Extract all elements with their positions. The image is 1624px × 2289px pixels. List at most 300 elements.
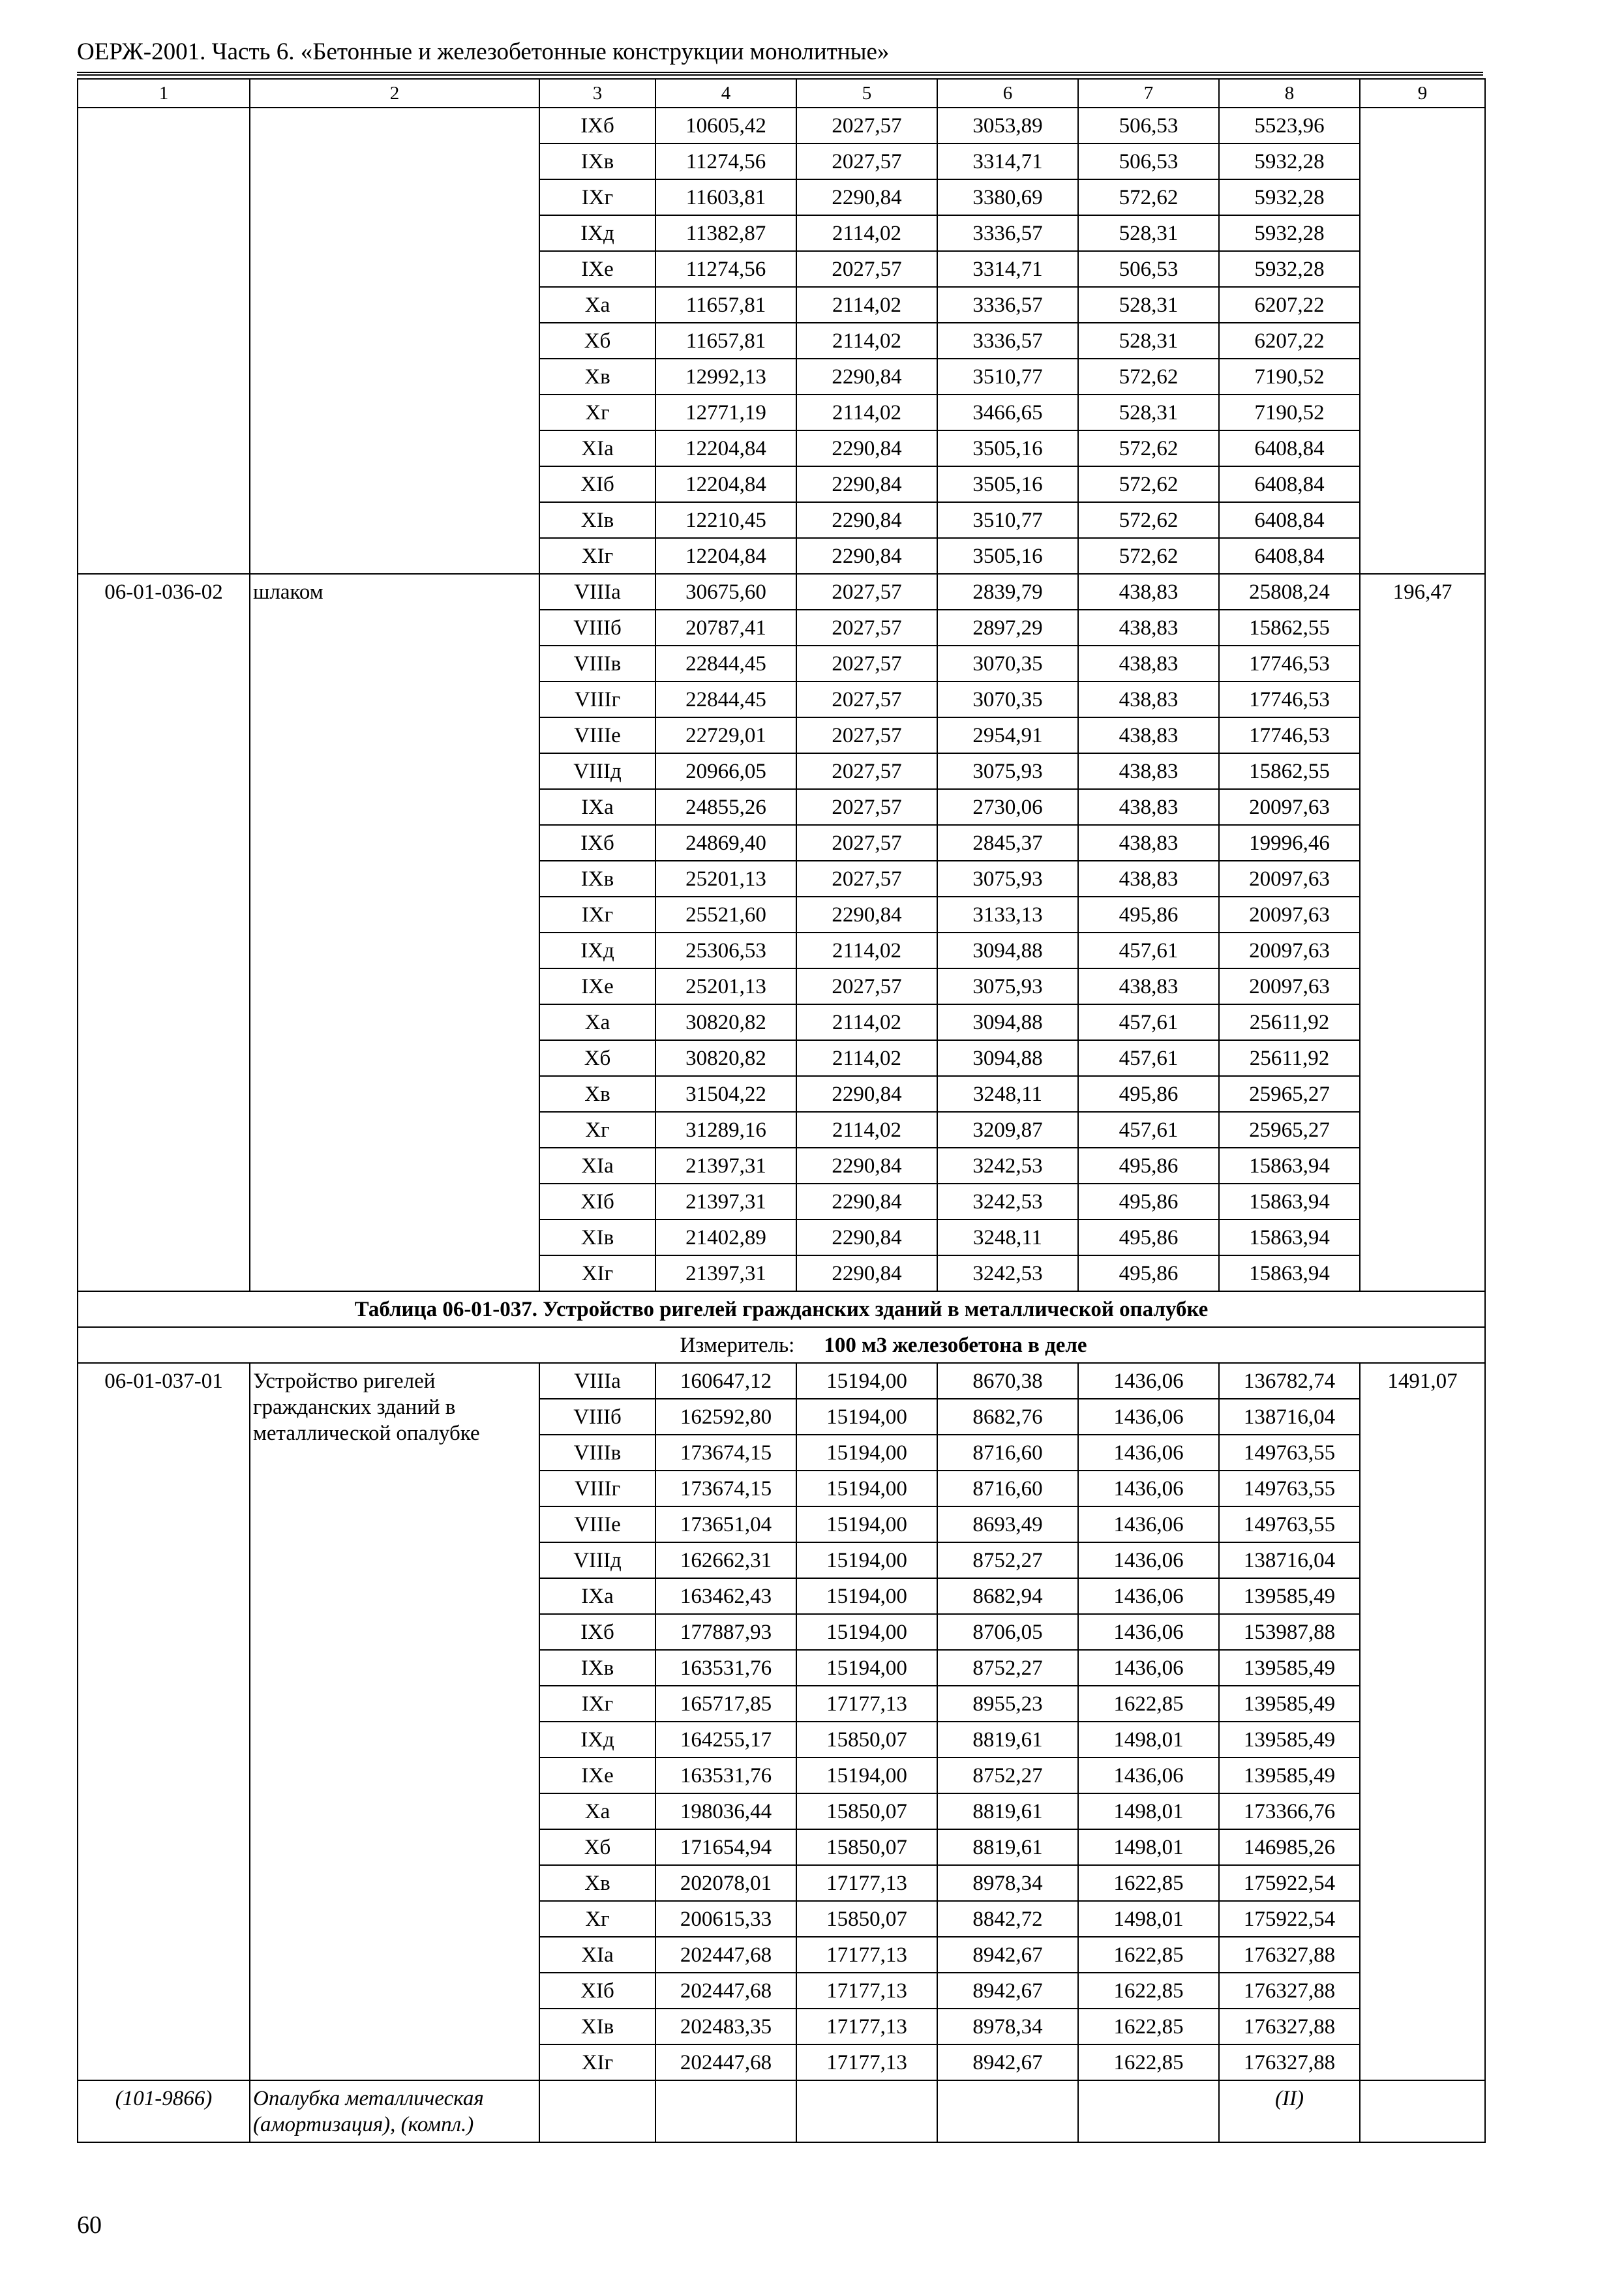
machines-cell: 8682,76	[937, 1399, 1078, 1435]
total-cost-cell: 22844,45	[655, 646, 796, 681]
materials-cell: 15863,94	[1219, 1148, 1360, 1184]
grade-cell: IXе	[539, 251, 655, 287]
total-cost-cell: 11657,81	[655, 323, 796, 359]
materials-cell: 25611,92	[1219, 1004, 1360, 1040]
machinist-wages-cell: 438,83	[1078, 681, 1219, 717]
machinist-wages-cell: 438,83	[1078, 861, 1219, 897]
machinist-wages-cell: 506,53	[1078, 143, 1219, 179]
machines-cell: 3070,35	[937, 646, 1078, 681]
machines-cell: 3075,93	[937, 753, 1078, 789]
grade-cell: XIв	[539, 502, 655, 538]
materials-cell: 176327,88	[1219, 2009, 1360, 2044]
wages-cell: 2290,84	[796, 1148, 937, 1184]
machines-cell: 3075,93	[937, 861, 1078, 897]
wages-cell: 2114,02	[796, 215, 937, 251]
grade-cell: IXв	[539, 143, 655, 179]
grade-cell: XIг	[539, 2044, 655, 2080]
grade-cell: VIIIв	[539, 646, 655, 681]
machinist-wages-cell: 495,86	[1078, 1255, 1219, 1291]
grade-cell: Xв	[539, 1076, 655, 1112]
grade-cell: VIIIв	[539, 1435, 655, 1471]
machines-cell: 8842,72	[937, 1901, 1078, 1937]
grade-cell: IXа	[539, 789, 655, 825]
grade-cell: VIIIб	[539, 610, 655, 646]
machines-cell: 3094,88	[937, 1004, 1078, 1040]
machines-cell: 3133,13	[937, 897, 1078, 933]
wages-cell: 15194,00	[796, 1542, 937, 1578]
total-cost-cell: 20966,05	[655, 753, 796, 789]
materials-cell: 20097,63	[1219, 789, 1360, 825]
empty-cell	[655, 2080, 796, 2142]
measure-value: 100 м3 железобетона в деле	[824, 1334, 1087, 1357]
machinist-wages-cell: 528,31	[1078, 215, 1219, 251]
machinist-wages-cell: 1498,01	[1078, 1829, 1219, 1865]
total-cost-cell: 173651,04	[655, 1506, 796, 1542]
materials-cell: 20097,63	[1219, 968, 1360, 1004]
materials-cell: 139585,49	[1219, 1686, 1360, 1722]
machinist-wages-cell: 528,31	[1078, 323, 1219, 359]
machines-cell: 3209,87	[937, 1112, 1078, 1148]
grade-cell: XIг	[539, 538, 655, 574]
total-cost-cell: 163462,43	[655, 1578, 796, 1614]
wages-cell: 15194,00	[796, 1399, 937, 1435]
wages-cell: 15194,00	[796, 1578, 937, 1614]
table-row	[78, 2080, 1485, 2142]
wages-cell: 2114,02	[796, 933, 937, 968]
machines-cell: 8706,05	[937, 1614, 1078, 1650]
machinist-wages-cell: 495,86	[1078, 897, 1219, 933]
wages-cell: 2290,84	[796, 1184, 937, 1219]
materials-cell: 25965,27	[1219, 1112, 1360, 1148]
materials-cell: 17746,53	[1219, 717, 1360, 753]
wages-cell: 2290,84	[796, 179, 937, 215]
machines-cell: 8819,61	[937, 1793, 1078, 1829]
total-cost-cell: 164255,17	[655, 1722, 796, 1758]
total-cost-cell: 165717,85	[655, 1686, 796, 1722]
code-cell	[78, 108, 250, 574]
wages-cell: 15850,07	[796, 1722, 937, 1758]
total-cost-cell: 10605,42	[655, 108, 796, 143]
machinist-wages-cell: 1498,01	[1078, 1901, 1219, 1937]
wages-cell: 2290,84	[796, 466, 937, 502]
wages-cell: 15194,00	[796, 1506, 937, 1542]
wages-cell: 2290,84	[796, 430, 937, 466]
materials-cell: 15862,55	[1219, 753, 1360, 789]
column-number-header: 9	[1360, 79, 1485, 108]
machines-cell: 3242,53	[937, 1184, 1078, 1219]
grade-cell: IXе	[539, 968, 655, 1004]
grade-cell: IXг	[539, 1686, 655, 1722]
table-row	[78, 108, 1485, 143]
machines-cell: 3248,11	[937, 1219, 1078, 1255]
machinist-wages-cell: 495,86	[1078, 1184, 1219, 1219]
machines-cell: 3466,65	[937, 395, 1078, 430]
price-table	[77, 78, 1486, 2143]
total-cost-cell: 163531,76	[655, 1650, 796, 1686]
grade-cell: VIIIг	[539, 681, 655, 717]
empty-cell	[1078, 2080, 1219, 2142]
grade-cell: Xа	[539, 1793, 655, 1829]
machinist-wages-cell: 1436,06	[1078, 1435, 1219, 1471]
total-cost-cell: 30820,82	[655, 1040, 796, 1076]
materials-cell: 138716,04	[1219, 1399, 1360, 1435]
grade-cell: Xг	[539, 1901, 655, 1937]
grade-cell: VIIIд	[539, 753, 655, 789]
wages-cell: 2114,02	[796, 323, 937, 359]
total-cost-cell: 202483,35	[655, 2009, 796, 2044]
machines-cell: 8716,60	[937, 1435, 1078, 1471]
materials-cell: 139585,49	[1219, 1758, 1360, 1793]
wages-cell: 2027,57	[796, 108, 937, 143]
wages-cell: 17177,13	[796, 1973, 937, 2009]
materials-cell: 6207,22	[1219, 323, 1360, 359]
materials-cell: 139585,49	[1219, 1650, 1360, 1686]
empty-cell	[1360, 2080, 1485, 2142]
material-code: (101-9866)	[78, 2080, 250, 2142]
machines-cell: 8752,27	[937, 1650, 1078, 1686]
machines-cell: 3510,77	[937, 359, 1078, 395]
machinist-wages-cell: 1498,01	[1078, 1793, 1219, 1829]
grade-cell: Xг	[539, 395, 655, 430]
machines-cell: 3094,88	[937, 933, 1078, 968]
machines-cell: 3070,35	[937, 681, 1078, 717]
materials-cell: 175922,54	[1219, 1901, 1360, 1937]
machines-cell: 3053,89	[937, 108, 1078, 143]
machines-cell: 3314,71	[937, 143, 1078, 179]
machines-cell: 3336,57	[937, 287, 1078, 323]
machines-cell: 3336,57	[937, 215, 1078, 251]
wages-cell: 2027,57	[796, 789, 937, 825]
total-cost-cell: 198036,44	[655, 1793, 796, 1829]
grade-cell: VIIIг	[539, 1471, 655, 1506]
measure-label: Измеритель:	[680, 1334, 795, 1357]
column-number-header: 7	[1078, 79, 1219, 108]
wages-cell: 17177,13	[796, 2009, 937, 2044]
material-category: (II)	[1219, 2080, 1360, 2142]
materials-cell: 146985,26	[1219, 1829, 1360, 1865]
wages-cell: 15194,00	[796, 1650, 937, 1686]
total-cost-cell: 22844,45	[655, 681, 796, 717]
wages-cell: 17177,13	[796, 1686, 937, 1722]
wages-cell: 2027,57	[796, 717, 937, 753]
wages-cell: 15850,07	[796, 1829, 937, 1865]
total-cost-cell: 200615,33	[655, 1901, 796, 1937]
total-cost-cell: 173674,15	[655, 1435, 796, 1471]
total-cost-cell: 30675,60	[655, 574, 796, 610]
table-row	[78, 79, 1485, 108]
wages-cell: 15850,07	[796, 1793, 937, 1829]
wages-cell: 2027,57	[796, 574, 937, 610]
materials-cell: 25808,24	[1219, 574, 1360, 610]
labor-cell: 196,47	[1360, 574, 1485, 1291]
total-cost-cell: 25201,13	[655, 968, 796, 1004]
materials-cell: 17746,53	[1219, 646, 1360, 681]
column-number-header: 8	[1219, 79, 1360, 108]
machinist-wages-cell: 528,31	[1078, 287, 1219, 323]
wages-cell: 2290,84	[796, 897, 937, 933]
machines-cell: 2897,29	[937, 610, 1078, 646]
materials-cell: 5932,28	[1219, 179, 1360, 215]
column-number-header: 1	[78, 79, 250, 108]
materials-cell: 175922,54	[1219, 1865, 1360, 1901]
materials-cell: 173366,76	[1219, 1793, 1360, 1829]
grade-cell: Xа	[539, 1004, 655, 1040]
total-cost-cell: 12204,84	[655, 430, 796, 466]
wages-cell: 2290,84	[796, 1076, 937, 1112]
machinist-wages-cell: 572,62	[1078, 179, 1219, 215]
grade-cell: XIв	[539, 1219, 655, 1255]
machines-cell: 8819,61	[937, 1829, 1078, 1865]
machinist-wages-cell: 1436,06	[1078, 1506, 1219, 1542]
machinist-wages-cell: 495,86	[1078, 1148, 1219, 1184]
grade-cell: Xв	[539, 1865, 655, 1901]
grade-cell: XIа	[539, 1937, 655, 1973]
grade-cell: IXа	[539, 1578, 655, 1614]
grade-cell: IXд	[539, 933, 655, 968]
column-number-header: 3	[539, 79, 655, 108]
machinist-wages-cell: 1622,85	[1078, 1686, 1219, 1722]
machines-cell: 3505,16	[937, 466, 1078, 502]
machinist-wages-cell: 1436,06	[1078, 1578, 1219, 1614]
machinist-wages-cell: 438,83	[1078, 968, 1219, 1004]
total-cost-cell: 25521,60	[655, 897, 796, 933]
total-cost-cell: 12204,84	[655, 466, 796, 502]
material-name: Опалубка металлическая (амортизация), (компл.)	[250, 2080, 539, 2142]
wages-cell: 2114,02	[796, 395, 937, 430]
machinist-wages-cell: 495,86	[1078, 1219, 1219, 1255]
machinist-wages-cell: 1436,06	[1078, 1650, 1219, 1686]
grade-cell: Xа	[539, 287, 655, 323]
wages-cell: 2114,02	[796, 1040, 937, 1076]
machinist-wages-cell: 572,62	[1078, 466, 1219, 502]
total-cost-cell: 173674,15	[655, 1471, 796, 1506]
wages-cell: 2027,57	[796, 753, 937, 789]
materials-cell: 149763,55	[1219, 1506, 1360, 1542]
empty-cell	[539, 2080, 655, 2142]
machinist-wages-cell: 1622,85	[1078, 1937, 1219, 1973]
machines-cell: 8682,94	[937, 1578, 1078, 1614]
total-cost-cell: 202447,68	[655, 1973, 796, 2009]
grade-cell: XIб	[539, 466, 655, 502]
total-cost-cell: 12771,19	[655, 395, 796, 430]
header-rule	[77, 72, 1483, 76]
machinist-wages-cell: 572,62	[1078, 538, 1219, 574]
total-cost-cell: 21397,31	[655, 1148, 796, 1184]
total-cost-cell: 12992,13	[655, 359, 796, 395]
grade-cell: VIIIе	[539, 717, 655, 753]
item-code: 06-01-037-01	[78, 1363, 250, 2080]
machinist-wages-cell: 572,62	[1078, 430, 1219, 466]
machinist-wages-cell: 1498,01	[1078, 1722, 1219, 1758]
grade-cell: XIа	[539, 1148, 655, 1184]
materials-cell: 6408,84	[1219, 430, 1360, 466]
total-cost-cell: 30820,82	[655, 1004, 796, 1040]
materials-cell: 20097,63	[1219, 861, 1360, 897]
page-header: ОЕРЖ-2001. Часть 6. «Бетонные и железобетонные конструкции монолитные»	[77, 38, 890, 65]
wages-cell: 2114,02	[796, 287, 937, 323]
machines-cell: 8942,67	[937, 2044, 1078, 2080]
wages-cell: 15194,00	[796, 1758, 937, 1793]
machinist-wages-cell: 438,83	[1078, 646, 1219, 681]
measure-row	[78, 1327, 1485, 1363]
total-cost-cell: 163531,76	[655, 1758, 796, 1793]
column-number-header: 4	[655, 79, 796, 108]
machinist-wages-cell: 1622,85	[1078, 1865, 1219, 1901]
grade-cell: IXб	[539, 1614, 655, 1650]
empty-cell	[796, 2080, 937, 2142]
machines-cell: 3075,93	[937, 968, 1078, 1004]
name-cell	[250, 108, 539, 574]
table-title: Таблица 06-01-037. Устройство ригелей гражданских зданий в металлической опалубке	[78, 1291, 1485, 1327]
machinist-wages-cell: 1436,06	[1078, 1399, 1219, 1435]
total-cost-cell: 25201,13	[655, 861, 796, 897]
grade-cell: XIг	[539, 1255, 655, 1291]
total-cost-cell: 11382,87	[655, 215, 796, 251]
total-cost-cell: 202447,68	[655, 2044, 796, 2080]
machinist-wages-cell: 457,61	[1078, 1112, 1219, 1148]
total-cost-cell: 12210,45	[655, 502, 796, 538]
wages-cell: 15194,00	[796, 1363, 937, 1399]
machines-cell: 8978,34	[937, 1865, 1078, 1901]
machinist-wages-cell: 457,61	[1078, 1004, 1219, 1040]
labor-cell: 1491,07	[1360, 1363, 1485, 2080]
machinist-wages-cell: 1436,06	[1078, 1471, 1219, 1506]
materials-cell: 176327,88	[1219, 1973, 1360, 2009]
machines-cell: 3248,11	[937, 1076, 1078, 1112]
wages-cell: 15194,00	[796, 1471, 937, 1506]
materials-cell: 15863,94	[1219, 1184, 1360, 1219]
materials-cell: 20097,63	[1219, 933, 1360, 968]
labor-cell	[1360, 108, 1485, 574]
materials-cell: 153987,88	[1219, 1614, 1360, 1650]
table-row	[78, 1327, 1485, 1363]
machines-cell: 3314,71	[937, 251, 1078, 287]
machines-cell: 3380,69	[937, 179, 1078, 215]
total-cost-cell: 21402,89	[655, 1219, 796, 1255]
machines-cell: 8942,67	[937, 1937, 1078, 1973]
wages-cell: 2290,84	[796, 359, 937, 395]
total-cost-cell: 11274,56	[655, 143, 796, 179]
grade-cell: IXб	[539, 825, 655, 861]
total-cost-cell: 160647,12	[655, 1363, 796, 1399]
machinist-wages-cell: 1622,85	[1078, 1973, 1219, 2009]
machinist-wages-cell: 1622,85	[1078, 2044, 1219, 2080]
item-name: Устройство ригелей гражданских зданий в металлической опалубке	[250, 1363, 539, 2080]
grade-cell: XIб	[539, 1973, 655, 2009]
machinist-wages-cell: 438,83	[1078, 789, 1219, 825]
materials-cell: 139585,49	[1219, 1722, 1360, 1758]
grade-cell: IXв	[539, 861, 655, 897]
grade-cell: IXг	[539, 179, 655, 215]
machines-cell: 8955,23	[937, 1686, 1078, 1722]
machinist-wages-cell: 457,61	[1078, 933, 1219, 968]
column-number-header: 5	[796, 79, 937, 108]
page-number: 60	[77, 2211, 102, 2239]
wages-cell: 2027,57	[796, 861, 937, 897]
machines-cell: 2845,37	[937, 825, 1078, 861]
grade-cell: VIIIб	[539, 1399, 655, 1435]
materials-cell: 15863,94	[1219, 1255, 1360, 1291]
machines-cell: 3336,57	[937, 323, 1078, 359]
machines-cell: 3505,16	[937, 538, 1078, 574]
materials-cell: 149763,55	[1219, 1471, 1360, 1506]
wages-cell: 2027,57	[796, 143, 937, 179]
total-cost-cell: 162662,31	[655, 1542, 796, 1578]
materials-cell: 7190,52	[1219, 395, 1360, 430]
table-row	[78, 1363, 1485, 1399]
total-cost-cell: 31289,16	[655, 1112, 796, 1148]
grade-cell: IXб	[539, 108, 655, 143]
materials-cell: 25965,27	[1219, 1076, 1360, 1112]
materials-cell: 176327,88	[1219, 1937, 1360, 1973]
machines-cell: 3242,53	[937, 1148, 1078, 1184]
table-row	[78, 574, 1485, 610]
wages-cell: 2027,57	[796, 646, 937, 681]
total-cost-cell: 25306,53	[655, 933, 796, 968]
machinist-wages-cell: 457,61	[1078, 1040, 1219, 1076]
total-cost-cell: 21397,31	[655, 1255, 796, 1291]
wages-cell: 17177,13	[796, 1865, 937, 1901]
wages-cell: 15194,00	[796, 1435, 937, 1471]
machines-cell: 8978,34	[937, 2009, 1078, 2044]
total-cost-cell: 24855,26	[655, 789, 796, 825]
materials-cell: 176327,88	[1219, 2044, 1360, 2080]
machinist-wages-cell: 438,83	[1078, 753, 1219, 789]
wages-cell: 15850,07	[796, 1901, 937, 1937]
total-cost-cell: 12204,84	[655, 538, 796, 574]
total-cost-cell: 11603,81	[655, 179, 796, 215]
total-cost-cell: 177887,93	[655, 1614, 796, 1650]
machinist-wages-cell: 438,83	[1078, 825, 1219, 861]
materials-cell: 6408,84	[1219, 466, 1360, 502]
total-cost-cell: 162592,80	[655, 1399, 796, 1435]
machinist-wages-cell: 528,31	[1078, 395, 1219, 430]
grade-cell: Xб	[539, 1829, 655, 1865]
materials-cell: 5523,96	[1219, 108, 1360, 143]
machines-cell: 2839,79	[937, 574, 1078, 610]
grade-cell: XIб	[539, 1184, 655, 1219]
machines-cell: 3242,53	[937, 1255, 1078, 1291]
total-cost-cell: 202447,68	[655, 1937, 796, 1973]
total-cost-cell: 11274,56	[655, 251, 796, 287]
total-cost-cell: 31504,22	[655, 1076, 796, 1112]
materials-cell: 136782,74	[1219, 1363, 1360, 1399]
wages-cell: 17177,13	[796, 2044, 937, 2080]
wages-cell: 17177,13	[796, 1937, 937, 1973]
materials-cell: 138716,04	[1219, 1542, 1360, 1578]
materials-cell: 20097,63	[1219, 897, 1360, 933]
total-cost-cell: 11657,81	[655, 287, 796, 323]
empty-cell	[937, 2080, 1078, 2142]
materials-cell: 5932,28	[1219, 143, 1360, 179]
machines-cell: 2954,91	[937, 717, 1078, 753]
wages-cell: 2027,57	[796, 825, 937, 861]
wages-cell: 2027,57	[796, 968, 937, 1004]
materials-cell: 6207,22	[1219, 287, 1360, 323]
machines-cell: 8752,27	[937, 1758, 1078, 1793]
machines-cell: 3505,16	[937, 430, 1078, 466]
grade-cell: Xб	[539, 1040, 655, 1076]
materials-cell: 6408,84	[1219, 502, 1360, 538]
machinist-wages-cell: 572,62	[1078, 359, 1219, 395]
materials-cell: 15863,94	[1219, 1219, 1360, 1255]
wages-cell: 2114,02	[796, 1112, 937, 1148]
machinist-wages-cell: 1436,06	[1078, 1542, 1219, 1578]
grade-cell: VIIIа	[539, 1363, 655, 1399]
grade-cell: IXг	[539, 897, 655, 933]
machines-cell: 3094,88	[937, 1040, 1078, 1076]
materials-cell: 19996,46	[1219, 825, 1360, 861]
